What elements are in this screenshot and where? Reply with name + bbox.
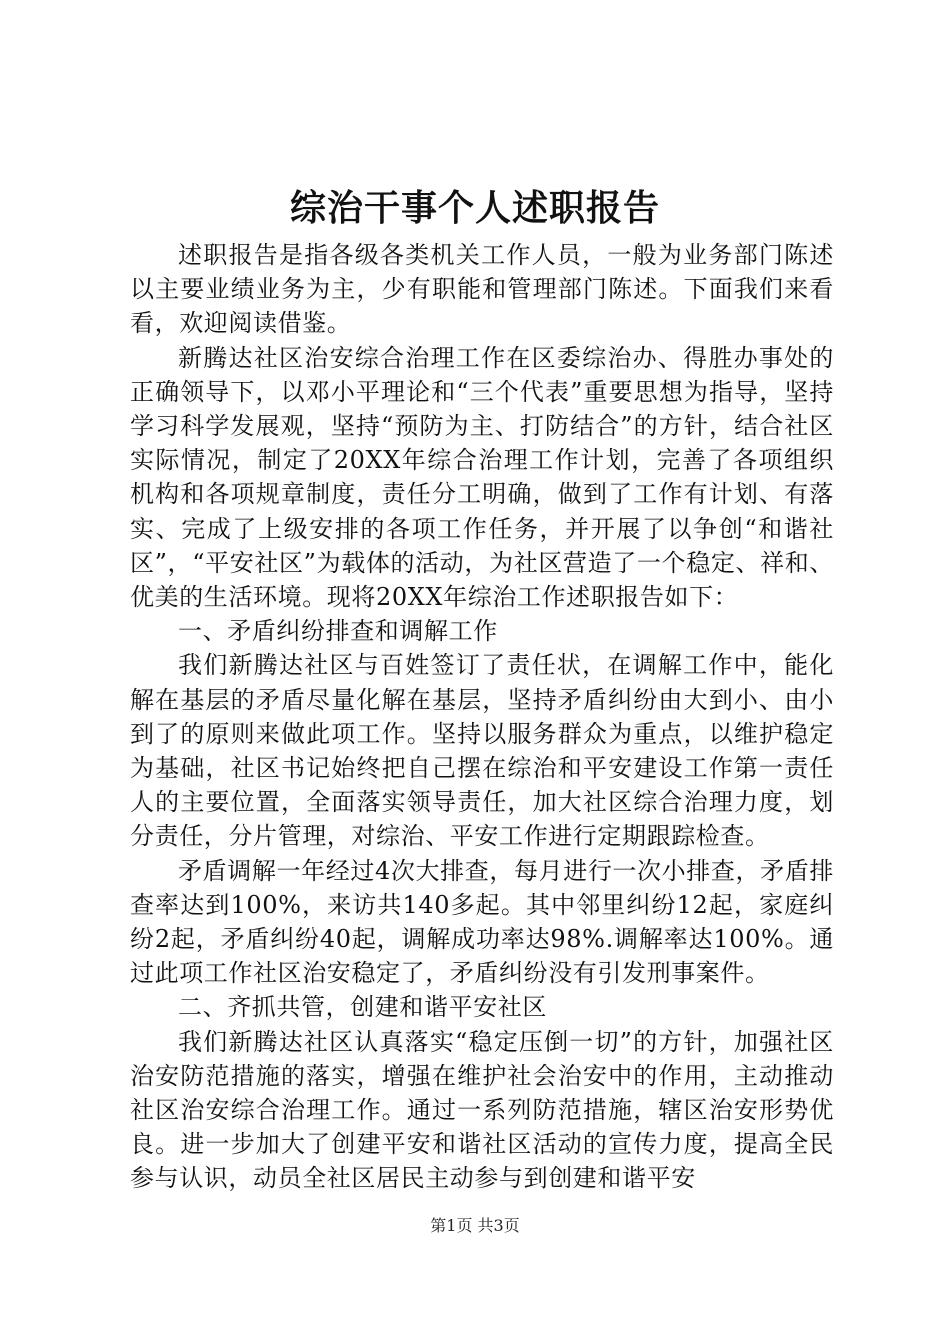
paragraph-section-1: 我们新腾达社区与百姓签订了责任状，在调解工作中，能化解在基层的矛盾尽量化解在基层，坚持矛盾纠纷由大到小、由小到了的原则来做此项工作。坚持以服务群众为重点，以维护稳定为基础，社区书记始终把自己摆在综治和平安建设工作第一责任人的主要位置，全面落实领导责任，加大社区综合治理力度，划分责任，分片管理，对综治、平安工作进行定期跟踪检查。 (130, 651, 834, 851)
document-title: 综治干事个人述职报告 (289, 187, 660, 229)
paragraph-intro: 述职报告是指各级各类机关工作人员，一般为业务部门陈述以主要业绩业务为主，少有职能和管理部门陈述。下面我们来看看，欢迎阅读借鉴。 (130, 241, 834, 338)
section-heading-1: 一、矛盾纠纷排查和调解工作 (178, 617, 498, 646)
document-body (130, 238, 834, 1196)
section-heading-2: 二、齐抓共管，创建和谐平安社区 (178, 993, 547, 1022)
paragraph-overview: 新腾达社区治安综合治理工作在区委综治办、得胜办事处的正确领导下，以邓小平理论和“三个代表”重要思想为指导，坚持学习科学发展观，坚持“预防为主、打防结合”的方针，结合社区实际情况，制定了20XX年综合治理工作计划，完善了各项组织机构和各项规章制度，责任分工明确，做到了工作有计划、有落实、完成了上级安排的各项工作任务，并开展了以争创“和谐社区”，“平安社区”为载体的活动，为社区营造了一个稳定、祥和、优美的生活环境。现将20XX年综治工作述职报告如下： (130, 343, 834, 612)
page-number-footer: 第1页 共3页 (430, 1216, 520, 1235)
paragraph-statistics: 矛盾调解一年经过4次大排查，每月进行一次小排查，矛盾排查率达到100%，来访共140多起。其中邻里纠纷12起，家庭纠纷2起，矛盾纠纷40起，调解成功率达98%.调解率达100%。通过此项工作社区治安稳定了，矛盾纠纷没有引发刑事案件。 (130, 856, 834, 988)
paragraph-section-2: 我们新腾达社区认真落实“稳定压倒一切”的方针，加强社区治安防范措施的落实，增强在维护社会治安中的作用，主动推动社区治安综合治理工作。通过一系列防范措施，辖区治安形势优良。进一步加大了创建平安和谐社区活动的宣传力度，提高全民参与认识，动员全社区居民主动参与到创建和谐平安 (130, 1027, 834, 1193)
